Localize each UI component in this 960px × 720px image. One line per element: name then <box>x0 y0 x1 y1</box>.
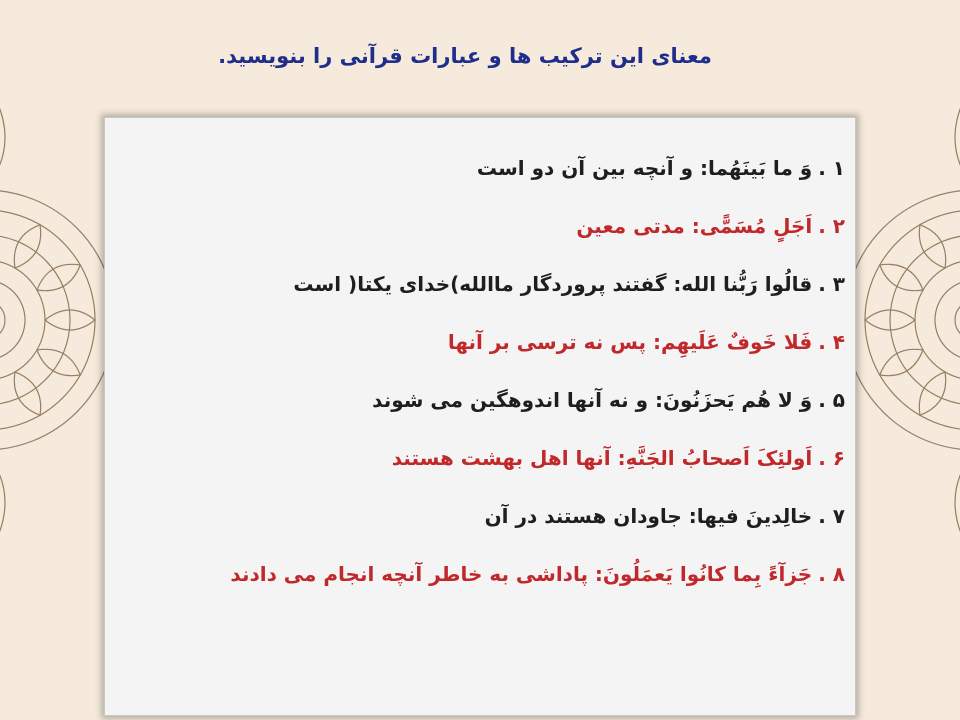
content-card <box>104 117 856 716</box>
item-number: ۶ . <box>818 446 845 470</box>
item-number: ۷ . <box>818 504 845 528</box>
item-number: ۸ . <box>818 562 845 586</box>
item-number: ۱ . <box>818 156 845 180</box>
item-text: خالِدینَ فیها: جاودان هستند در آن <box>484 504 813 528</box>
item-number: ۳ . <box>818 272 845 296</box>
vocabulary-list <box>230 156 845 620</box>
item-number: ۵ . <box>818 388 845 412</box>
item-text: اَولئِکَ اَصحابُ الجَنَّهِ: آنها اهل بهشت هستند <box>391 446 813 470</box>
item-text: وَ ما بَینَهُما: و آنچه بین آن دو است <box>476 156 813 180</box>
item-text: اَجَلٍ مُسَمًّی: مدتی معین <box>576 214 813 238</box>
list-item <box>230 156 845 214</box>
item-text: قالُوا رَبُّنا الله: گفتند پروردگار ماالله)خدای یکتا( است <box>293 272 813 296</box>
list-item <box>230 446 845 504</box>
list-item <box>230 330 845 388</box>
page-title: معنای این ترکیب ها و عبارات قرآنی را بنویسید. <box>218 44 712 68</box>
list-item <box>230 272 845 330</box>
list-item <box>230 388 845 446</box>
item-number: ۴ . <box>818 330 845 354</box>
item-text: وَ لا هُم یَحزَنُونَ: و نه آنها اندوهگین می شوند <box>372 388 813 412</box>
list-item <box>230 562 845 620</box>
item-text: جَزآءً بِما کانُوا یَعمَلُونَ: پاداشی به خاطر آنچه انجام می دادند <box>230 562 813 586</box>
list-item <box>230 214 845 272</box>
list-item <box>230 504 845 562</box>
item-text: فَلا خَوفٌ عَلَیهِم: پس نه ترسی بر آنها <box>447 330 813 354</box>
item-number: ۲ . <box>818 214 845 238</box>
